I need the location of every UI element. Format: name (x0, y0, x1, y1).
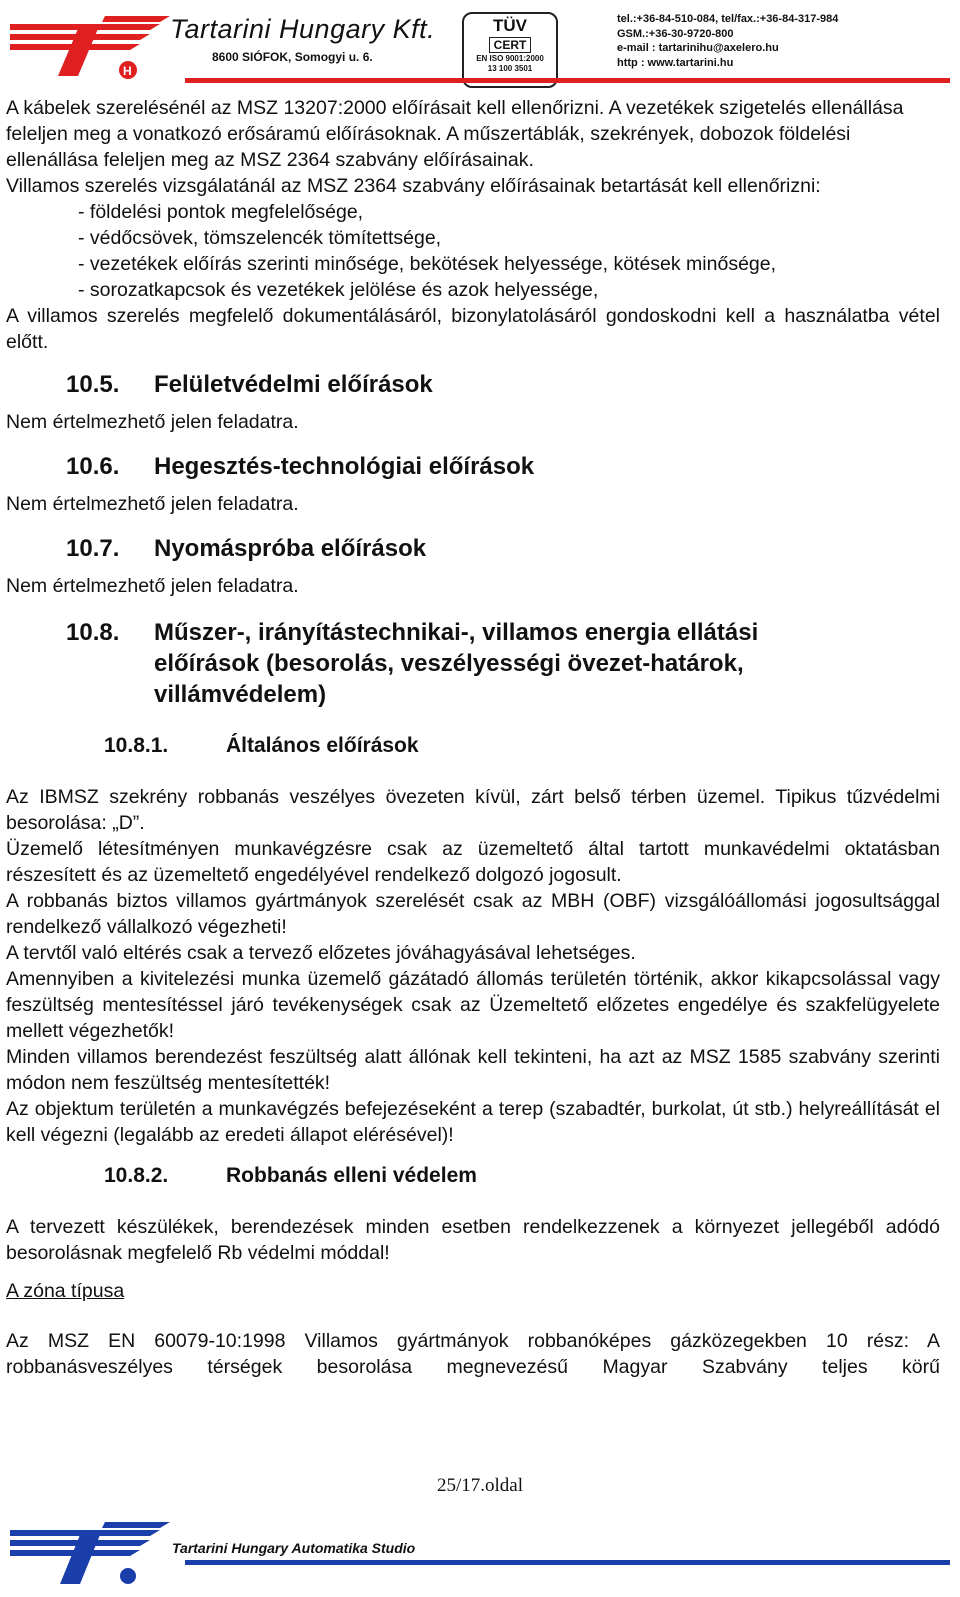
paragraph: A robbanás biztos villamos gyártmányok szerelését csak az MBH (OBF) vizsgálóállomási jogosultsággal rendelkező vállalkozó végezheti! (6, 890, 940, 938)
contact-email: e-mail : tartarinihu@axelero.hu (617, 42, 779, 54)
subsection-number: 10.8.2. (104, 1164, 169, 1187)
contact-phone: tel.:+36-84-510-084, tel/fax.:+36-84-317-984 (617, 13, 839, 25)
subsection-heading (6, 732, 940, 760)
tartarini-footer-logo-icon (10, 1518, 180, 1590)
section-heading (6, 533, 940, 564)
paragraph: Amennyiben a kivitelezési munka üzemelő gázátadó állomás területén történik, akkor kikapcsolással vagy feszültség mentesítéssel járó tevékenységek csak az Üzemeltető előzetes engedélye és szakfelügyelete mellett végezhetők! (6, 968, 940, 1042)
paragraph: A tervtől való eltérés csak a tervező előzetes jóváhagyásával lehetséges. (6, 942, 636, 964)
paragraph: Az objektum területén a munkavégzés befejezéseként a terep (szabadtér, burkolat, út stb.) helyreállítását el kell végezni (legalább az eredeti állapot elérésével)! (6, 1098, 940, 1146)
list-item: - sorozatkapcsok és vezetékek jelölése és azok helyessége, (78, 279, 599, 301)
company-name: Tartarini Hungary Kft. (170, 14, 436, 44)
tartarini-logo-icon (10, 10, 180, 80)
paragraph: Minden villamos berendezést feszültség alatt állónak kell tekinteni, ha azt az MSZ 1585 szabvány szerinti módon nem feszültség mentesítették! (6, 1046, 940, 1094)
list-item: - földelési pontok megfelelősége, (78, 201, 364, 223)
tuv-cert-badge (462, 12, 558, 88)
section-title: Felületvédelmi előírások (154, 371, 433, 398)
paragraph: Nem értelmezhető jelen feladatra. (6, 411, 299, 433)
section-number: 10.5. (66, 371, 120, 398)
footer-company-name: Tartarini Hungary Automatika Studio (172, 1540, 416, 1556)
paragraph: A tervezett készülékek, berendezések minden esetben rendelkezzenek a környezet jellegéből adódó besorolásnak megfelelő Rb védelmi móddal! (6, 1216, 940, 1264)
section-heading (6, 617, 940, 710)
subsection-heading (6, 1162, 940, 1190)
paragraph: Üzemelő létesítményen munkavégzésre csak az üzemeltető által tartott munkavédelmi oktatásban részesített és az üzemeltető engedélyével rendelkező dolgozó jogosult. (6, 838, 940, 886)
cert-label: CERT (489, 37, 532, 53)
page-number: 25/17.oldal (436, 1475, 524, 1496)
section-title: Műszer-, irányítástechnikai-, villamos energia ellátási előírások (besorolás, veszélyességi övezet-határok, villámvédelem) (154, 619, 759, 708)
section-number: 10.7. (66, 535, 120, 562)
cert-number: 13 100 3501 (487, 64, 533, 73)
section-heading (6, 451, 940, 482)
subsection-title: Általános előírások (226, 734, 419, 757)
zone-heading: A zóna típusa (6, 1280, 125, 1302)
paragraph: A kábelek szerelésénél az MSZ 13207:2000 előírásait kell ellenőrizni. A vezetékek szigetelés ellenállása feleljen meg a vonatkozó erősáramú előírásoknak. A műszertáblák, szekrények, dobozok földelési ellenállása feleljen meg az MSZ 2364 szabvány előírásainak. (6, 97, 904, 171)
contact-info (617, 12, 838, 70)
paragraph: Nem értelmezhető jelen feladatra. (6, 575, 299, 597)
company-address: 8600 SIÓFOK, Somogyi u. 6. (212, 50, 373, 64)
section-number: 10.8. (66, 619, 120, 646)
section-heading (6, 369, 940, 400)
section-number: 10.6. (66, 453, 120, 480)
contact-web: http : www.tartarini.hu (617, 56, 734, 69)
document-body (6, 95, 940, 1380)
svg-text:H: H (123, 64, 132, 78)
footer-divider (185, 1560, 950, 1565)
paragraph: Nem értelmezhető jelen feladatra. (6, 493, 299, 515)
paragraph: Az MSZ EN 60079-10:1998 Villamos gyártmányok robbanóképes gázközegekben 10 rész: A robbanásveszélyes térségek besorolása megnevezésű Magyar Szabvány teljes körű (6, 1330, 940, 1378)
tuv-label: TÜV (493, 16, 527, 35)
section-title: Nyomáspróba előírások (154, 535, 427, 562)
section-title: Hegesztés-technológiai előírások (154, 453, 535, 480)
list-item: - védőcsövek, tömszelencék tömítettsége, (78, 227, 442, 249)
list-item: - vezetékek előírás szerinti minősége, bekötések helyessége, kötések minősége, (78, 253, 777, 275)
paragraph: Villamos szerelés vizsgálatánál az MSZ 2364 szabvány előírásainak betartását kell ellenőrizni: (6, 175, 821, 197)
paragraph: A villamos szerelés megfelelő dokumentálásáról, bizonylatolásáról gondoskodni kell a használatba vétel előtt. (6, 305, 940, 353)
subsection-number: 10.8.1. (104, 734, 169, 757)
page-footer (0, 1512, 960, 1597)
header-divider (185, 78, 950, 83)
iso-label: EN ISO 9001:2000 (476, 54, 544, 63)
subsection-title: Robbanás elleni védelem (226, 1164, 477, 1187)
page-header (0, 0, 960, 92)
contact-gsm: GSM.:+36-30-9720-800 (617, 27, 734, 40)
paragraph: Az IBMSZ szekrény robbanás veszélyes övezeten kívül, zárt belső térben üzemel. Tipikus tűzvédelmi besorolása: „D”. (6, 786, 940, 834)
